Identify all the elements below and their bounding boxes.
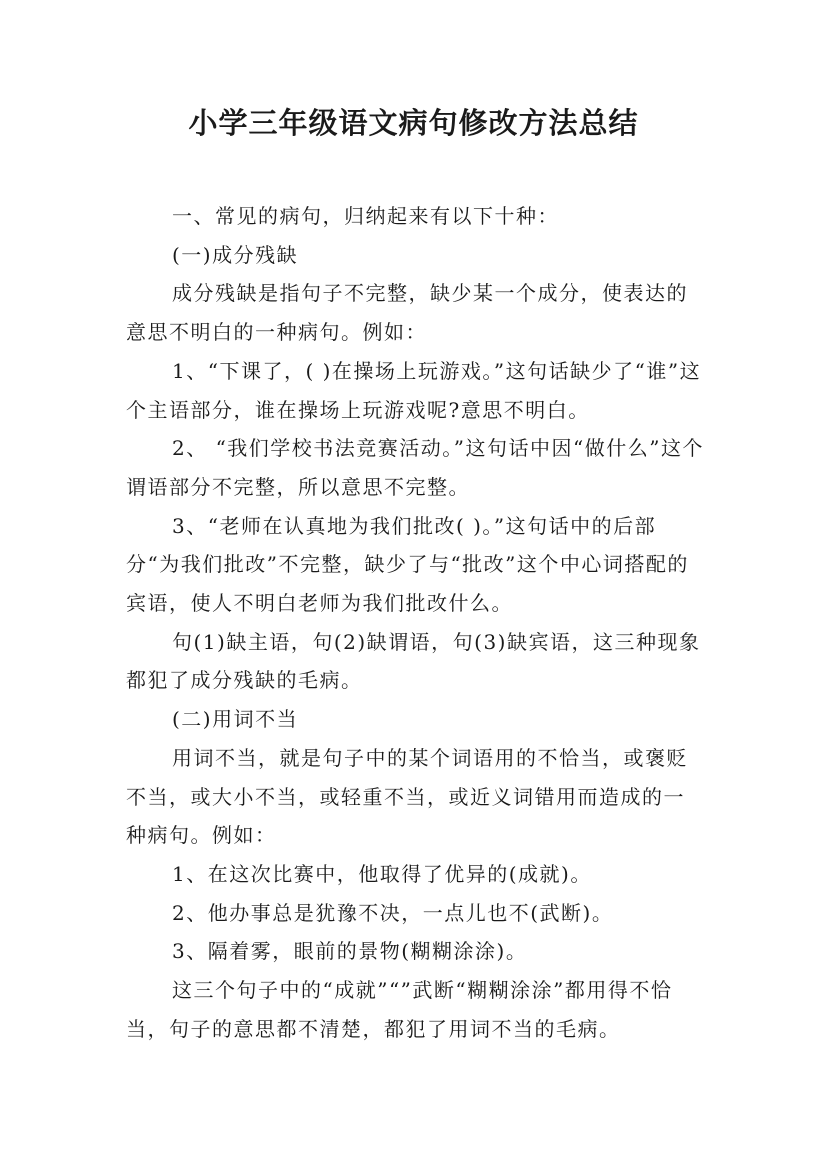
example-item: 2、他办事总是犹豫不决，一点儿也不(武断)。 — [172, 900, 614, 925]
paragraph: 成分残缺是指句子不完整，缺少某一个成分，使表达的意思不明白的一种病句。例如： — [126, 281, 688, 345]
example-item: 2、 “我们学校书法竞赛活动。”这句话中因“做什么”这个谓语部分不完整，所以意思不完整。 — [126, 436, 704, 499]
paragraph-intro: 一、常见的病句，归纳起来有以下十种： — [172, 204, 559, 228]
section-heading-1: (一)成分残缺 — [172, 242, 299, 267]
document-title: 小学三年级语文病句修改方法总结 — [188, 106, 639, 140]
paragraph: 句(1)缺主语，句(2)缺谓语，句(3)缺宾语，这三种现象都犯了成分残缺的毛病。 — [126, 629, 701, 693]
section-heading-2: (二)用词不当 — [172, 707, 299, 732]
example-item: 3、隔着雾，眼前的景物(糊糊涂涂)。 — [172, 939, 528, 964]
example-item: 1、在这次比赛中，他取得了优异的(成就)。 — [172, 861, 592, 886]
example-item: 3、“老师在认真地为我们批改( )。”这句话中的后部分“为我们批改”不完整，缺少了与“批改”这个中心词搭配的宾语，使人不明白老师为我们批改什么。 — [126, 513, 689, 616]
paragraph: 用词不当，就是句子中的某个词语用的不恰当，或褒贬不当，或大小不当，或轻重不当，或近义词错用而造成的一种病句。例如： — [126, 745, 688, 848]
example-item: 1、“下课了，( )在操场上玩游戏。”这句话缺少了“谁”这个主语部分，谁在操场上玩游戏呢?意思不明白。 — [126, 358, 702, 422]
paragraph: 这三个句子中的“成就”“”武断“糊糊涂涂”都用得不恰当，句子的意思都不清楚，都犯了用词不当的毛病。 — [126, 978, 673, 1041]
document-body — [126, 197, 706, 1048]
